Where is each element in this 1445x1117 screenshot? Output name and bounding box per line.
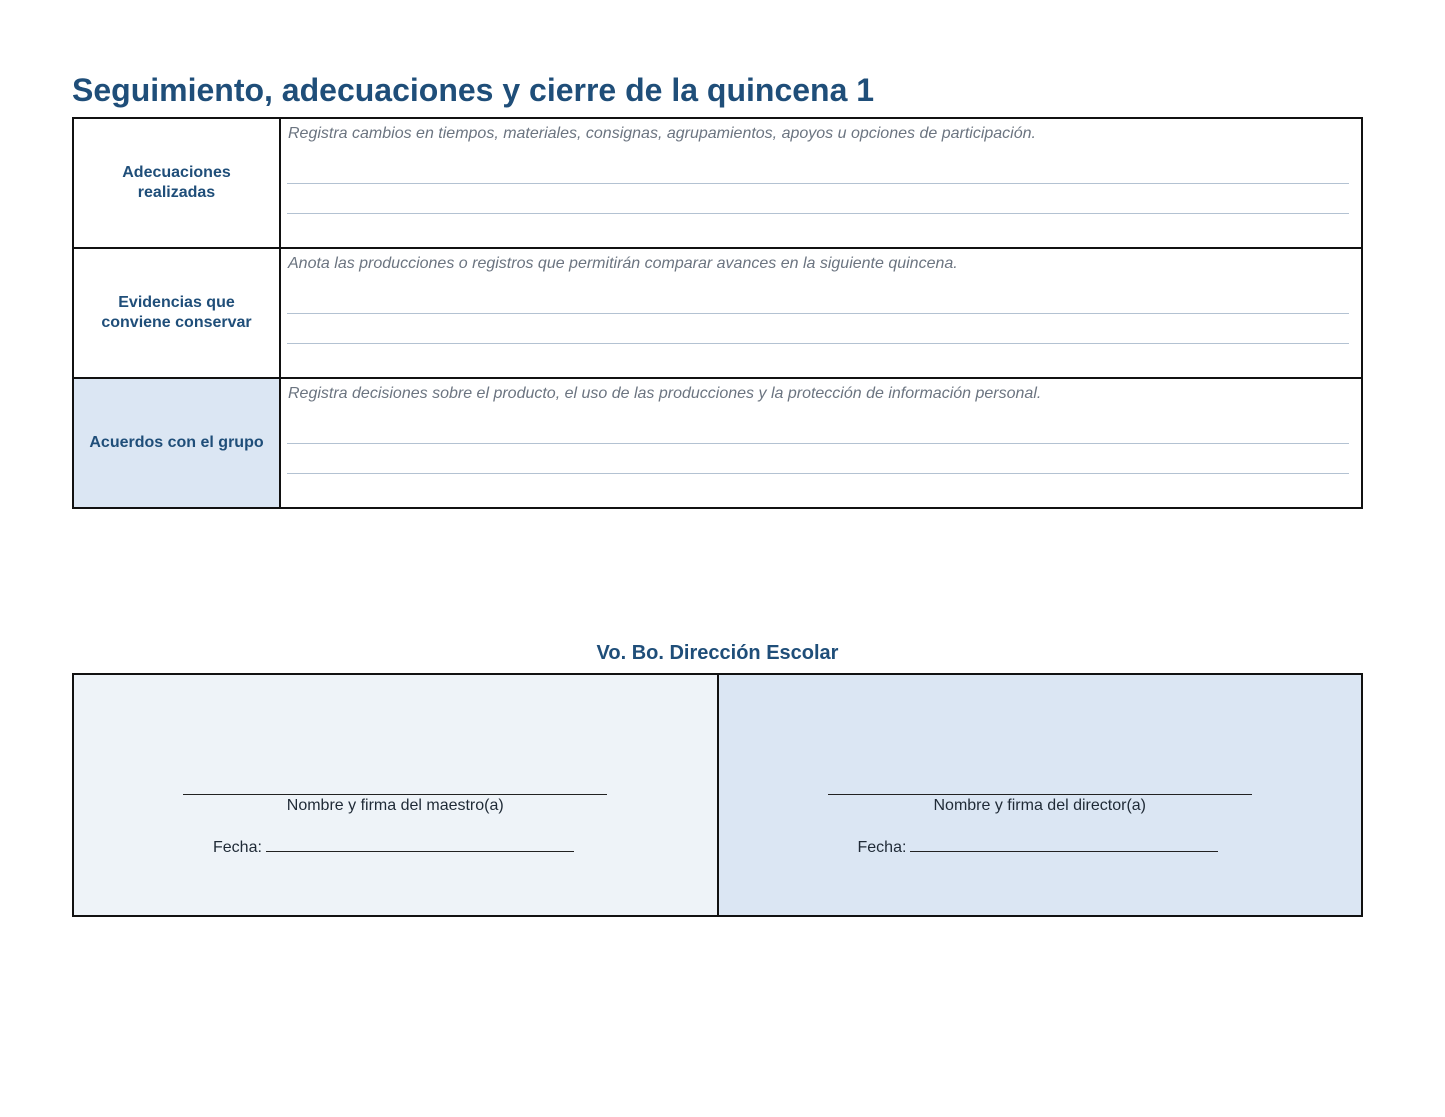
director-signature-box bbox=[718, 674, 1363, 916]
director-signature-line[interactable] bbox=[828, 794, 1252, 795]
page-title: Seguimiento, adecuaciones y cierre de la quincena 1 bbox=[72, 72, 875, 108]
teacher-date-field[interactable] bbox=[266, 837, 574, 852]
hint-text: Registra decisiones sobre el producto, el uso de las producciones y la protección de información personal. bbox=[288, 385, 1042, 402]
date-label: Fecha: bbox=[213, 839, 262, 856]
approval-title: Vo. Bo. Dirección Escolar bbox=[596, 642, 839, 664]
table-row bbox=[73, 248, 1362, 378]
row-label-acuerdos bbox=[73, 378, 280, 508]
teacher-signature-line[interactable] bbox=[183, 794, 607, 795]
table-row bbox=[73, 118, 1362, 248]
notes-area-evidencias[interactable] bbox=[280, 248, 1362, 378]
notes-area-adecuaciones[interactable] bbox=[280, 118, 1362, 248]
teacher-date-row bbox=[213, 837, 574, 857]
writing-line bbox=[287, 473, 1349, 474]
followup-table bbox=[72, 117, 1363, 509]
director-signature-caption: Nombre y firma del director(a) bbox=[933, 797, 1146, 814]
row-label-text: Adecuaciones realizadas bbox=[122, 164, 231, 201]
writing-line bbox=[287, 443, 1349, 444]
date-label: Fecha: bbox=[857, 839, 907, 856]
hint-text: Registra cambios en tiempos, materiales, consignas, agrupamientos, apoyos u opciones de participación. bbox=[288, 125, 1036, 142]
row-label-adecuaciones bbox=[73, 118, 280, 248]
writing-line bbox=[287, 183, 1349, 184]
director-date-field[interactable] bbox=[910, 837, 1218, 852]
teacher-signature-box bbox=[73, 674, 718, 916]
table-row bbox=[73, 674, 1362, 916]
writing-line bbox=[287, 313, 1349, 314]
hint-text: Anota las producciones o registros que permitirán comparar avances en la siguiente quincena. bbox=[288, 255, 958, 272]
director-date-row bbox=[858, 837, 1219, 857]
row-label-evidencias bbox=[73, 248, 280, 378]
signature-table bbox=[72, 673, 1363, 917]
table-row bbox=[73, 378, 1362, 508]
writing-line bbox=[287, 213, 1349, 214]
writing-line bbox=[287, 343, 1349, 344]
row-label-text: Acuerdos con el grupo bbox=[89, 434, 264, 451]
notes-area-acuerdos[interactable] bbox=[280, 378, 1362, 508]
teacher-signature-caption: Nombre y firma del maestro(a) bbox=[286, 797, 504, 814]
row-label-text: Evidencias que conviene conservar bbox=[101, 294, 252, 331]
